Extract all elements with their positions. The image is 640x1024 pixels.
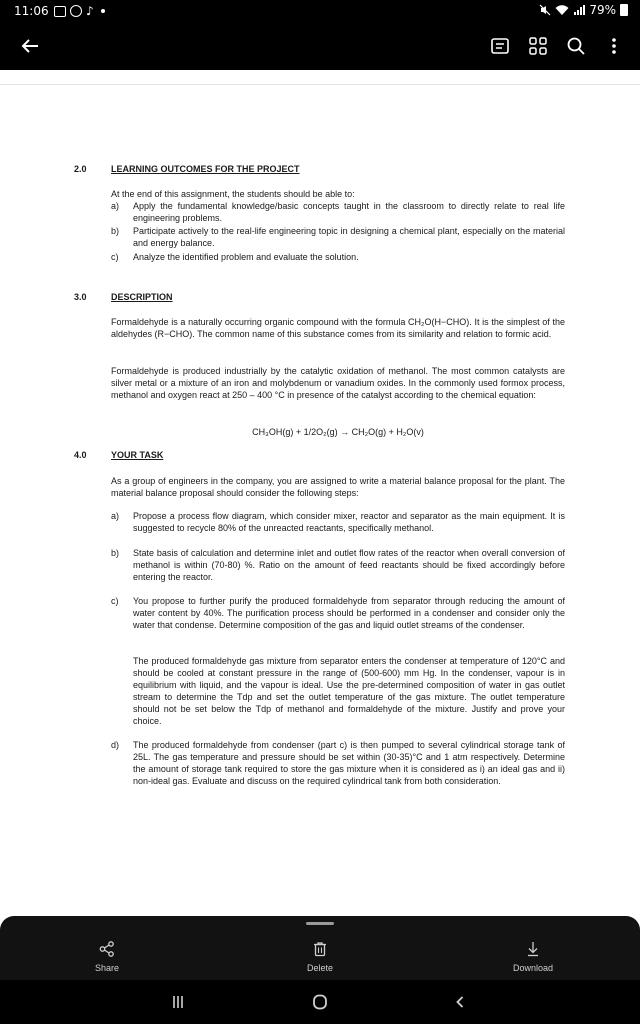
drag-handle[interactable] — [306, 922, 334, 925]
back-chevron-icon — [453, 995, 467, 1009]
more-options-button[interactable] — [602, 32, 626, 60]
section-3-number: 3.0 — [74, 292, 87, 302]
back-nav-button[interactable] — [440, 990, 480, 1014]
section-3-paragraph-1: Formaldehyde is a naturally occurring organic compound with the formula CH₂O(H−CHO). It is the simplest of the aldehydes (R−CHO). The common name of this substance comes from its similarity and relation to formic acid. — [111, 317, 565, 339]
home-button[interactable] — [300, 990, 340, 1014]
list-item: d) The produced formaldehyde from condenser (part c) is then pumped to several cylindrical storage tank of 25L. The gas temperature and pressure should be set within (30-35)°C and 1 atm respectively. Determine the amount of storage tank required to store the gas mixture when it is considered as i) an ideal gas and ii) non-ideal gas. Evaluate and discuss on the required cylindrical tank from both consideration. — [111, 740, 565, 786]
grid-icon — [528, 36, 548, 56]
section-2-title: LEARNING OUTCOMES FOR THE PROJECT — [111, 164, 300, 174]
section-2-number: 2.0 — [74, 164, 87, 174]
section-3-title: DESCRIPTION — [111, 292, 173, 302]
section-3-paragraph-2: Formaldehyde is produced industrially by the catalytic oxidation of methanol. The most common catalysts are silver metal or a mixture of an iron and molybdenum or vanadium oxides. In the commonly used formox process, methanol and oxygen react at 250 – 400 °C in presence of the catalyst according to the chemical equation: — [111, 366, 565, 400]
list-item: b) State basis of calculation and determine inlet and outlet flow rates of the reactor when overall conversion of methanol is within (70-80) %. Ratio on the amount of feed reactants should be fixed accordingly before entering the reactor. — [111, 548, 565, 582]
section-4-intro: As a group of engineers in the company, you are assigned to write a material balance proposal for the plant. The material balance proposal should consider the following steps: — [111, 476, 565, 498]
share-button[interactable] — [47, 940, 167, 973]
status-time: 11:06 — [14, 4, 49, 18]
signal-icon — [573, 4, 585, 16]
section-4-title: YOUR TASK — [111, 450, 164, 460]
instagram-icon — [70, 5, 82, 17]
search-button[interactable] — [564, 32, 588, 60]
download-label: Download — [512, 963, 554, 973]
mute-icon — [539, 4, 551, 16]
text-extract-button[interactable] — [488, 32, 512, 60]
download-icon — [524, 940, 542, 958]
more-notifications-icon — [101, 9, 105, 13]
share-label: Share — [94, 963, 120, 973]
app-bar — [0, 22, 640, 70]
trash-icon — [311, 940, 329, 958]
wifi-icon — [555, 4, 569, 16]
lens-button[interactable] — [526, 32, 550, 60]
list-item: a) Apply the fundamental knowledge/basic concepts taught in the classroom to directly relate to real life engineering problems. — [111, 201, 565, 223]
chemical-equation: CH₃OH(g) + 1/2O₂(g) → CH₂O(g) + H₂O(v) — [252, 427, 424, 437]
delete-button[interactable] — [260, 940, 380, 973]
back-button[interactable] — [16, 32, 44, 60]
home-icon — [312, 994, 328, 1010]
section-4-number: 4.0 — [74, 450, 87, 460]
more-vert-icon — [604, 36, 624, 56]
status-right — [539, 3, 628, 17]
list-item: c) Analyze the identified problem and evaluate the solution. — [111, 252, 359, 262]
list-item: The produced formaldehyde gas mixture from separator enters the condenser at temperature of 120°C and should be cooled at constant pressure in the range of (500-600) mm Hg. In the condenser, vapour is in equilibrium with liquid, and the vapour is ideal. Use the pre-determined composition of water in gas outlet stream to determine the Tdp and set the outlet temperature of the gas mixture. The outlet temperature should not be set below the Tdp of methanol and formaldehyde of the mixture. Justify and prove your choice. — [133, 656, 565, 726]
recent-apps-icon — [171, 995, 185, 1009]
gallery-icon — [54, 6, 66, 17]
status-bar — [0, 0, 640, 22]
list-item: a) Propose a process flow diagram, which consider mixer, reactor and separator as the main equipment. It is suggested to recycle 80% of the unreacted reactants, specifically methanol. — [111, 511, 565, 533]
download-button[interactable] — [473, 940, 593, 973]
section-2-intro: At the end of this assignment, the students should be able to: — [111, 189, 355, 199]
share-icon — [98, 940, 116, 958]
back-arrow-icon — [16, 32, 44, 60]
delete-label: Delete — [306, 963, 333, 973]
list-item: c) You propose to further purify the produced formaldehyde from separator through reducing the amount of water content by 40%. The purification process should be performed in a condenser and consider only the water that condense. Determine composition of the gas and liquid outlet streams of the condenser. — [111, 596, 565, 630]
tiktok-icon: ♪ — [86, 4, 94, 18]
system-nav-bar — [0, 980, 640, 1024]
app-bar-actions — [488, 32, 626, 60]
recent-apps-button[interactable] — [158, 990, 198, 1014]
battery-percent: 79% — [589, 3, 616, 17]
search-icon — [566, 36, 586, 56]
notification-icons — [54, 4, 105, 18]
list-item: b) Participate actively to the real-life engineering topic in designing a chemical plant, especially on the material and energy balance. — [111, 226, 565, 248]
battery-icon — [620, 4, 628, 16]
text-extract-icon — [490, 36, 510, 56]
document-image[interactable] — [0, 84, 640, 904]
